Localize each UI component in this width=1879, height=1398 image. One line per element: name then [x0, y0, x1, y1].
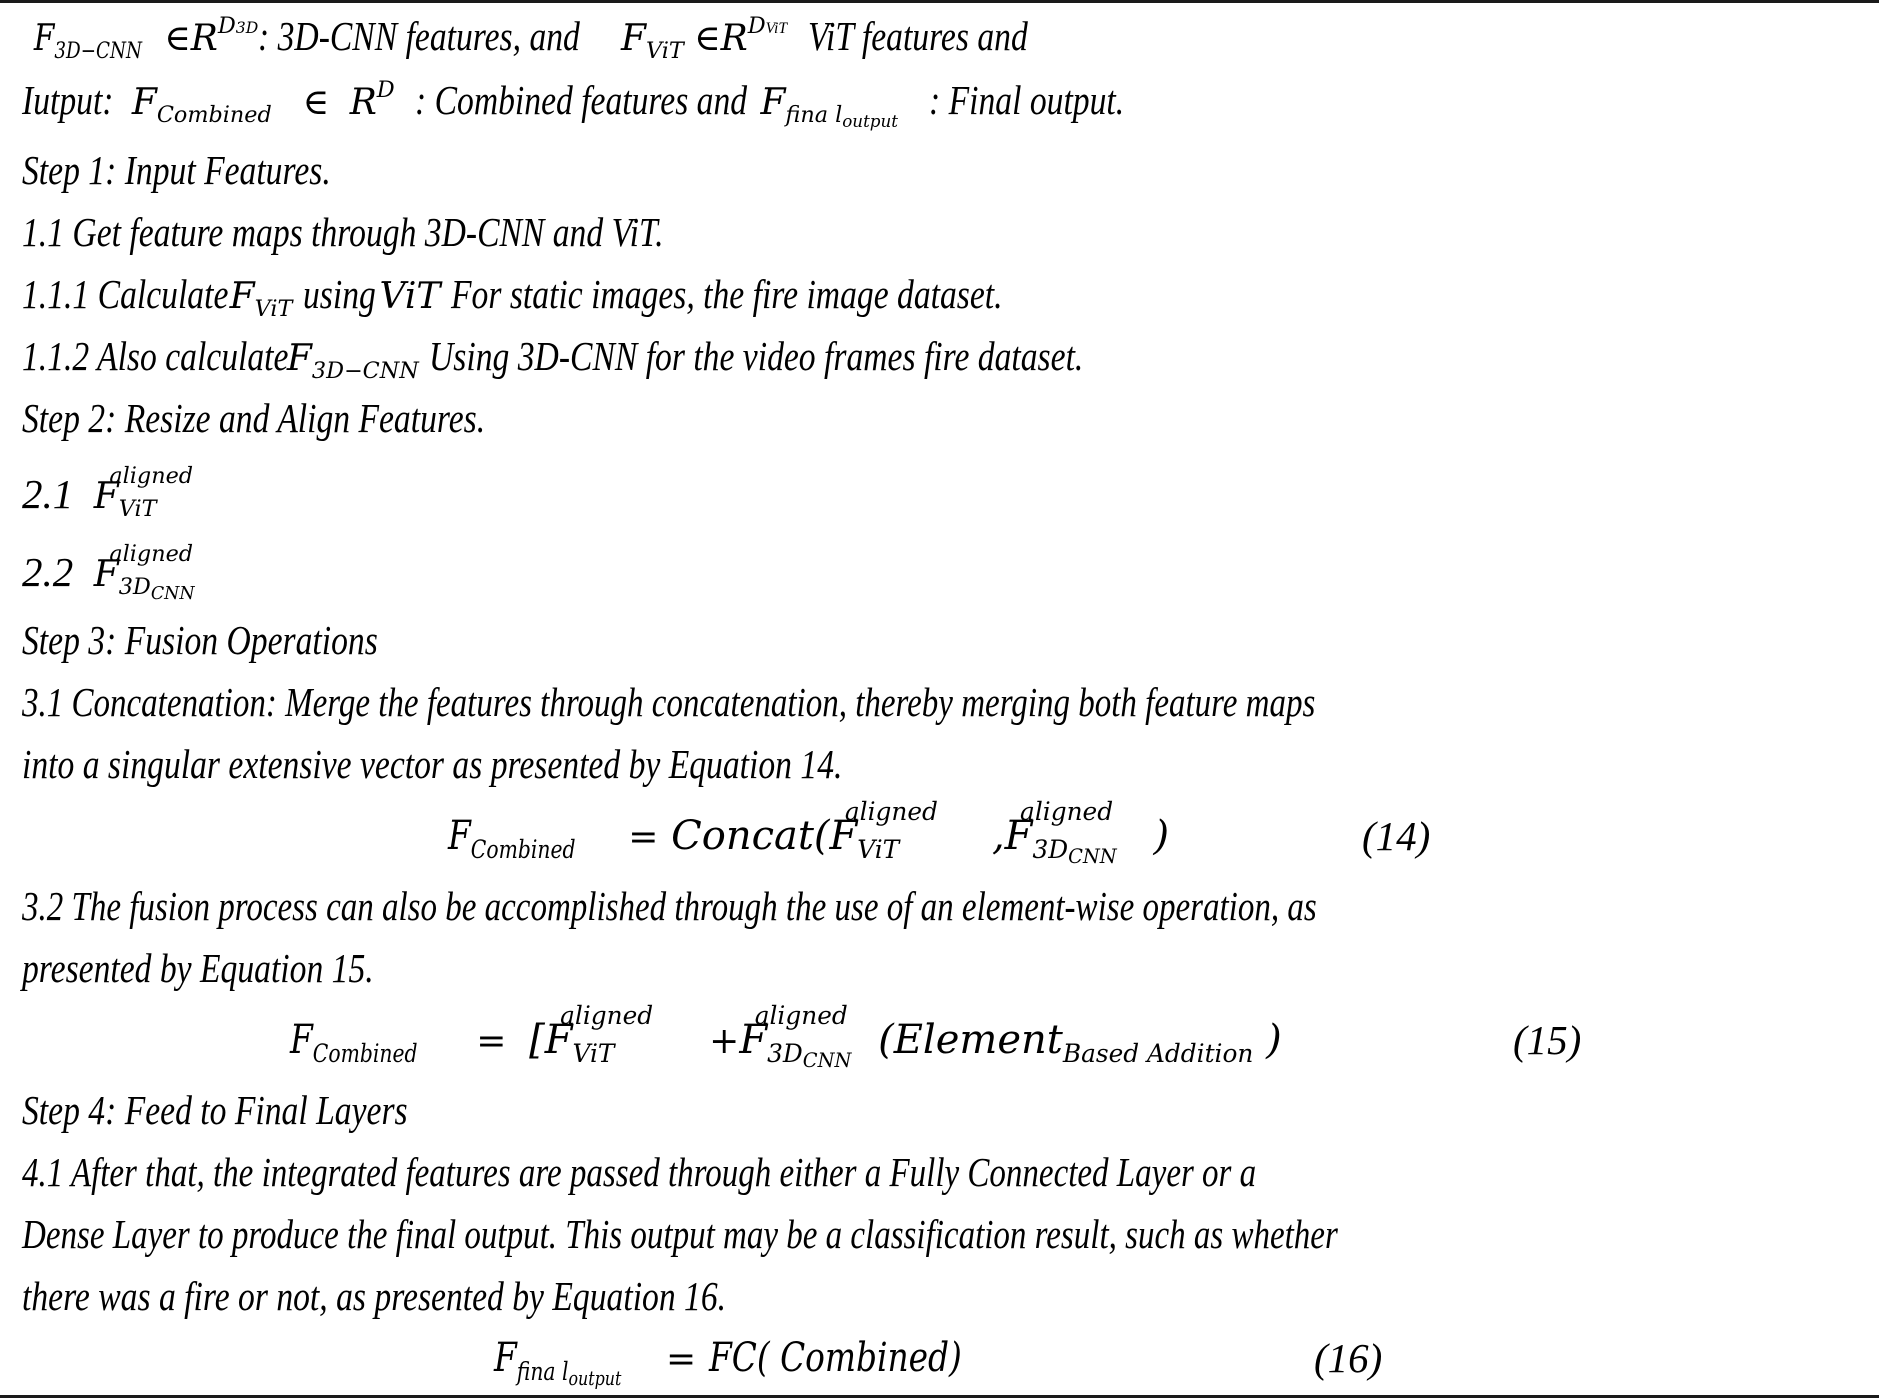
header-text-1: : 3D-CNN features, and [258, 13, 581, 59]
header2-text-1: : Combined features and [415, 77, 748, 123]
element-of-symbol: ∈ [164, 18, 191, 59]
element-subscript: Based Addition [1062, 1038, 1254, 1068]
r-space-vit: $R^{DViT}$ [720, 13, 788, 59]
equals-sign: = [476, 1021, 507, 1062]
fcombined-symbol: $F_{Combined}$ [131, 82, 272, 128]
step-4-1-line1: 4.1 After that, the integrated features are passed through either a Fully Connected Layer or a [22, 1149, 1257, 1195]
step-number: 2.2 [22, 549, 74, 595]
equals-sign: = [666, 1339, 697, 1380]
r-space-3d: $R^{D3D}$ [190, 13, 259, 59]
output-label: Iutput: [22, 77, 114, 123]
element-term: Element [893, 1017, 1063, 1063]
equals-sign: = [628, 817, 659, 858]
f3dcnn-symbol: $F_{3D-CNN}$ [33, 18, 143, 64]
step-4-1-line2: Dense Layer to produce the final output. This output may be a classification result, such as whether [22, 1211, 1338, 1257]
step-3-2-line1: 3.2 The fusion process can also be accomplished through the use of an element-wise operation, as [22, 883, 1317, 929]
close-paren: ) [1266, 1017, 1282, 1063]
step-text: Using 3D-CNN for the video frames fire dataset. [429, 333, 1084, 379]
step-4-heading: Step 4: Feed to Final Layers [22, 1087, 408, 1133]
ffinal-symbol: $F_{fina l_{output}}$ [494, 1335, 622, 1391]
step-text: using [302, 271, 376, 317]
fvit-symbol: $F_{ViT}$ [229, 276, 293, 322]
fcombined-symbol: $F_{Combined}$ [290, 1017, 418, 1068]
step-1-1-1 [22, 269, 1123, 322]
f3dcnn-aligned-symbol: F aligned $_{3D_{CNN}}$ [739, 1001, 852, 1073]
step-3-1-line2: into a singular extensive vector as presented by Equation 14. [22, 741, 843, 787]
step-1-1: 1.1 Get feature maps through 3D-CNN and ViT. [22, 209, 664, 255]
open-paren: ( [878, 1017, 894, 1063]
step-2-1 [22, 462, 194, 526]
step-3-2-line2: presented by Equation 15. [22, 945, 374, 991]
fvit-aligned-symbol: F aligned $_{ViT}$ [829, 797, 938, 864]
step-text: For static images, the fire image dataset. [450, 271, 1003, 317]
header2-text-2: : Final output. [928, 77, 1124, 123]
concat-function: Concat( [671, 813, 830, 859]
fc-expression: FC( Combined) [708, 1335, 962, 1381]
step-text: 1.1.1 Calculate [22, 271, 229, 317]
f3dcnn-aligned-symbol: F aligned $_{3D_{CNN}}$ [1004, 797, 1117, 869]
step-3-heading: Step 3: Fusion Operations [22, 617, 378, 663]
equation-15 [290, 1001, 1282, 1073]
r-space-d: $R^D$ [349, 77, 395, 123]
ffinal-symbol: $F_{fina l_{output}}$ [760, 82, 899, 131]
equation-14-number: (14) [1362, 813, 1431, 859]
step-2-2 [22, 540, 195, 606]
plus-sign: + [709, 1021, 740, 1062]
equation-15-number: (15) [1513, 1017, 1582, 1063]
equation-16-number: (16) [1314, 1335, 1383, 1381]
step-number: 2.1 [22, 471, 74, 517]
comma: , [991, 813, 1005, 859]
output-definition-line [22, 75, 1167, 131]
input-definition-line [22, 11, 1076, 64]
close-paren: ) [1153, 813, 1170, 859]
element-of-symbol: ∈ [302, 82, 330, 123]
equation-16 [494, 1333, 1017, 1391]
step-1-1-2 [22, 331, 1227, 384]
step-3-1-line1: 3.1 Concatenation: Merge the features through concatenation, thereby merging both feature maps [22, 679, 1316, 725]
fcombined-symbol: $F_{Combined}$ [448, 813, 576, 864]
equation-14 [448, 797, 1170, 869]
step-1-heading: Step 1: Input Features. [22, 147, 331, 193]
fvit-aligned-symbol: F aligned $_{ViT}$ [544, 1001, 654, 1068]
vit-symbol: ViT [379, 276, 441, 317]
fvit-aligned-symbol: F aligned $_{ViT}$ [93, 462, 194, 522]
f3dcnn-symbol: $F_{3D-CNN}$ [286, 338, 419, 384]
step-text: 1.1.2 Also calculate [22, 333, 289, 379]
element-of-symbol: ∈ [694, 18, 721, 59]
fvit-symbol: $F_{ViT}$ [621, 18, 684, 64]
open-bracket: [ [529, 1017, 545, 1063]
step-2-heading: Step 2: Resize and Align Features. [22, 395, 486, 441]
step-4-1-line3: there was a fire or not, as presented by Equation 16. [22, 1273, 727, 1319]
f3dcnn-aligned-symbol: F aligned $_{3D_{CNN}}$ [93, 540, 195, 605]
header-text-2: ViT features and [807, 13, 1028, 59]
